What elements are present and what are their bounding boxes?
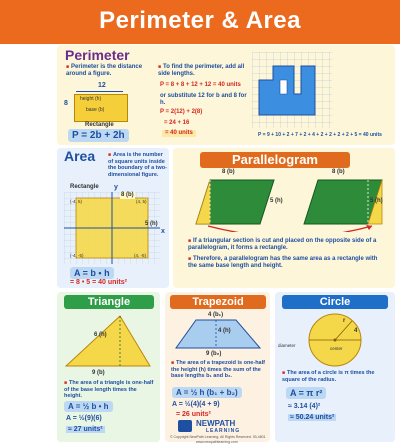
triangle-base-dim: 9 (b) xyxy=(92,370,105,376)
trapezoid-heading: Trapezoid xyxy=(170,295,266,309)
brand-url: www.newpathlearning.com xyxy=(196,440,238,444)
height-label: height (h) xyxy=(80,96,102,102)
corner-bottom-right: (4, -5) xyxy=(134,253,147,258)
brand-copyright: © Copyright NewPath Learning. All Rights Reserved. 93-4601 xyxy=(170,435,266,439)
parallelogram-note1: ■ If a triangular section is cut and placed on the opposite side of a parallelogram, it forms a rectangle. xyxy=(188,238,388,252)
corner-bottom-left: (-4, -5) xyxy=(70,253,84,258)
perimeter-height-dim: 8 xyxy=(64,100,68,107)
perimeter-definition: ■ Perimeter is the distance around a figure. xyxy=(66,64,152,78)
perimeter-step2: P = 8 + 8 + 12 + 12 = 40 units xyxy=(160,82,241,88)
trapezoid-result: = 26 units² xyxy=(176,411,211,418)
triangle-result: ≈ 27 units² xyxy=(68,426,103,433)
trapezoid-formula: A = ½ h (b₁ + b₂) xyxy=(172,387,242,398)
corner-top-right: (4, 5) xyxy=(136,199,147,204)
circle-center-label: center xyxy=(330,346,343,351)
area-definition: ■ Area is the number of square units inside the boundary of a two-dimensional figure. xyxy=(108,152,168,178)
area-formula: A = b • h xyxy=(70,267,114,279)
triangle-heading: Triangle xyxy=(64,295,154,309)
x-axis-label: x xyxy=(161,228,165,235)
circle-radius-label: r xyxy=(343,318,346,324)
circle-radius-value: 4 xyxy=(354,328,358,334)
circle-sub: ≈ 3.14 (4)² xyxy=(288,403,321,410)
parallelogram-note2: ■ Therefore, a parallelogram has the same area as a rectangle with the same base length and height. xyxy=(188,256,388,270)
circle-formula: A = π r² xyxy=(286,387,326,399)
perimeter-step3: or substitute 12 for b and 8 for h. xyxy=(160,93,247,106)
perimeter-heading: Perimeter xyxy=(65,47,130,63)
brand-sub: LEARNING xyxy=(206,428,241,434)
triangle-formula: A = ½ b • h xyxy=(64,401,113,412)
parallelogram-top-dim2: 8 (b) xyxy=(332,169,345,175)
perimeter-shape-caption: Rectangle xyxy=(85,122,114,128)
corner-top-left: (-4, 5) xyxy=(70,199,83,204)
area-heading: Area xyxy=(64,148,96,164)
perimeter-step5: = 24 + 16 xyxy=(164,120,190,126)
area-result: = 8 • 5 = 40 units² xyxy=(70,279,127,286)
area-base-dim: 8 (b) xyxy=(121,192,134,198)
perimeter-step6: = 40 units xyxy=(162,130,196,137)
triangle-text: ■ The area of a triangle is one-half of the base length times the height. xyxy=(64,380,156,400)
parallelogram-top-dim1: 8 (b) xyxy=(222,169,235,175)
triangle-height-dim: 6 (h) xyxy=(94,332,107,338)
triangle-sub: A = ½(9)(6) xyxy=(66,415,102,422)
trapezoid-text: ■ The area of a trapezoid is one-half the height (h) times the sum of the base lengths b₁ and b₂. xyxy=(171,360,267,380)
brand-name: NEWPATH xyxy=(196,419,236,428)
parallelogram-heading: Parallelogram xyxy=(200,152,350,168)
width-dim-line xyxy=(76,91,123,92)
area-shape-caption: Rectangle xyxy=(70,184,99,190)
trapezoid-base-dim: 9 (b₂) xyxy=(206,351,222,357)
perimeter-grid-sum: P = 9 + 10 + 2 + 7 + 2 + 4 + 2 + 2 + 2 + 2 + 5 = 40 units xyxy=(258,132,382,138)
y-axis-label: y xyxy=(114,184,118,191)
circle-result: ≈ 50.24 units² xyxy=(290,414,335,421)
perimeter-step4: P = 2(12) + 2(8) xyxy=(160,109,203,115)
perimeter-grid-figure xyxy=(252,52,332,128)
perimeter-step1: ■ To find the perimeter, add all side lengths. xyxy=(158,64,248,78)
parallelogram-side-dim2: 5 (h) xyxy=(370,198,383,204)
circle-text: ■ The area of a circle is π times the square of the radius. xyxy=(282,370,390,383)
trapezoid-sub: A = ½(4)(4 + 9) xyxy=(172,401,220,408)
circle-heading: Circle xyxy=(282,295,388,309)
parallelogram-side-dim1: 5 (h) xyxy=(270,198,283,204)
area-height-dim: 5 (h) xyxy=(145,221,158,227)
perimeter-formula: P = 2b + 2h xyxy=(68,129,129,142)
circle-diameter-label: diameter xyxy=(278,343,296,348)
perimeter-width-dim: 12 xyxy=(98,82,106,89)
brand-logo-icon xyxy=(178,420,192,432)
base-label: base (b) xyxy=(86,107,105,113)
trapezoid-top-dim: 4 (b₁) xyxy=(208,312,224,318)
triangle-figure xyxy=(64,312,154,370)
page-title: Perimeter & Area xyxy=(99,7,301,34)
trapezoid-height-dim: 4 (h) xyxy=(218,328,231,334)
parallelogram-figure xyxy=(182,172,392,232)
circle-figure xyxy=(300,312,370,368)
